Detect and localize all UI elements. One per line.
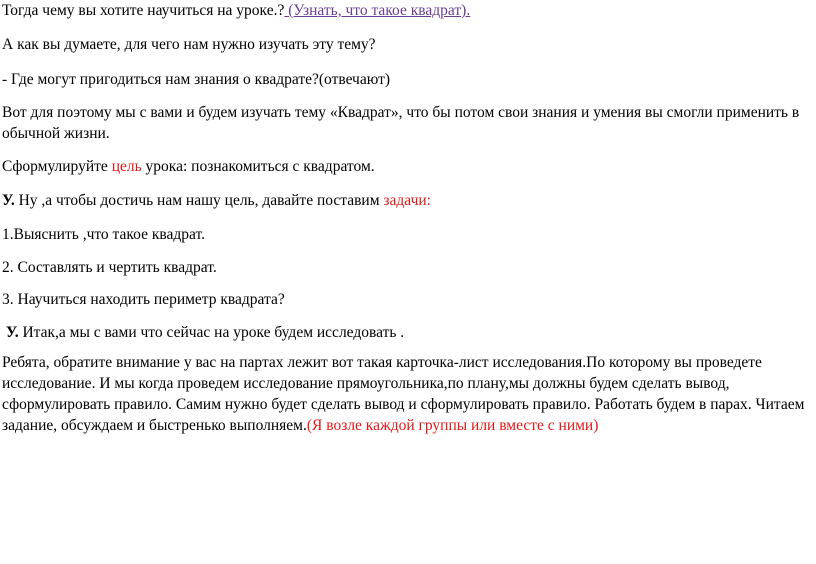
task-item-3: 3. Научиться находить периметр квадрата? [2, 291, 285, 308]
paragraph-research-intro [2, 322, 812, 343]
tasks-intro-text: Ну ,а чтобы достичь нам нашу цель, давайте поставим [14, 192, 384, 209]
paragraph-question-learn [2, 0, 812, 21]
tasks-highlight: задачи: [383, 192, 431, 209]
paragraph-goal [2, 156, 812, 177]
paragraph-instructions [2, 352, 812, 436]
goal-after: урока: познакомиться с квадратом. [141, 158, 375, 175]
research-intro-text: Итак,а мы с вами что сейчас на уроке будем исследовать . [18, 324, 405, 341]
speaker-label: У. [2, 192, 15, 209]
answer-link[interactable]: (Узнать, что такое квадрат). [284, 2, 471, 19]
goal-highlight: цель [111, 158, 142, 175]
question-text: Тогда чему вы хотите научиться на уроке.? [2, 2, 285, 19]
paragraph-question-why: А как вы думаете, для чего нам нужно изучать эту тему? [2, 36, 376, 53]
task-item-2: 2. Составлять и чертить квадрат. [2, 259, 217, 276]
instructions-text: Ребята, обратите внимание у вас на партах лежит вот такая карточка-лист исследования.По которому вы проведете исследование. И мы когда проведем исследование прямоугольника,по плану,мы должны будем сделать вывод, сформулировать правило. Самим нужно будет сделать вывод и сформулировать правило. Работать будем в парах. Читаем задание, обсуждаем и быстренько выполняем. [2, 354, 805, 434]
instructions-highlight: (Я возле каждой группы или вместе с ними) [306, 417, 599, 434]
speaker-label: У. [5, 324, 19, 341]
goal-before: Сформулируйте [2, 158, 112, 175]
paragraph-topic: Вот для поэтому мы с вами и будем изучать тему «Квадрат», что бы потом свои знания и умения вы смогли применить в обычной жизни. [2, 104, 800, 142]
paragraph-tasks-intro [2, 190, 812, 211]
task-item-1: 1.Выяснить ,что такое квадрат. [2, 226, 205, 243]
paragraph-question-where: - Где могут пригодиться нам знания о квадрате?(отвечают) [2, 71, 391, 88]
